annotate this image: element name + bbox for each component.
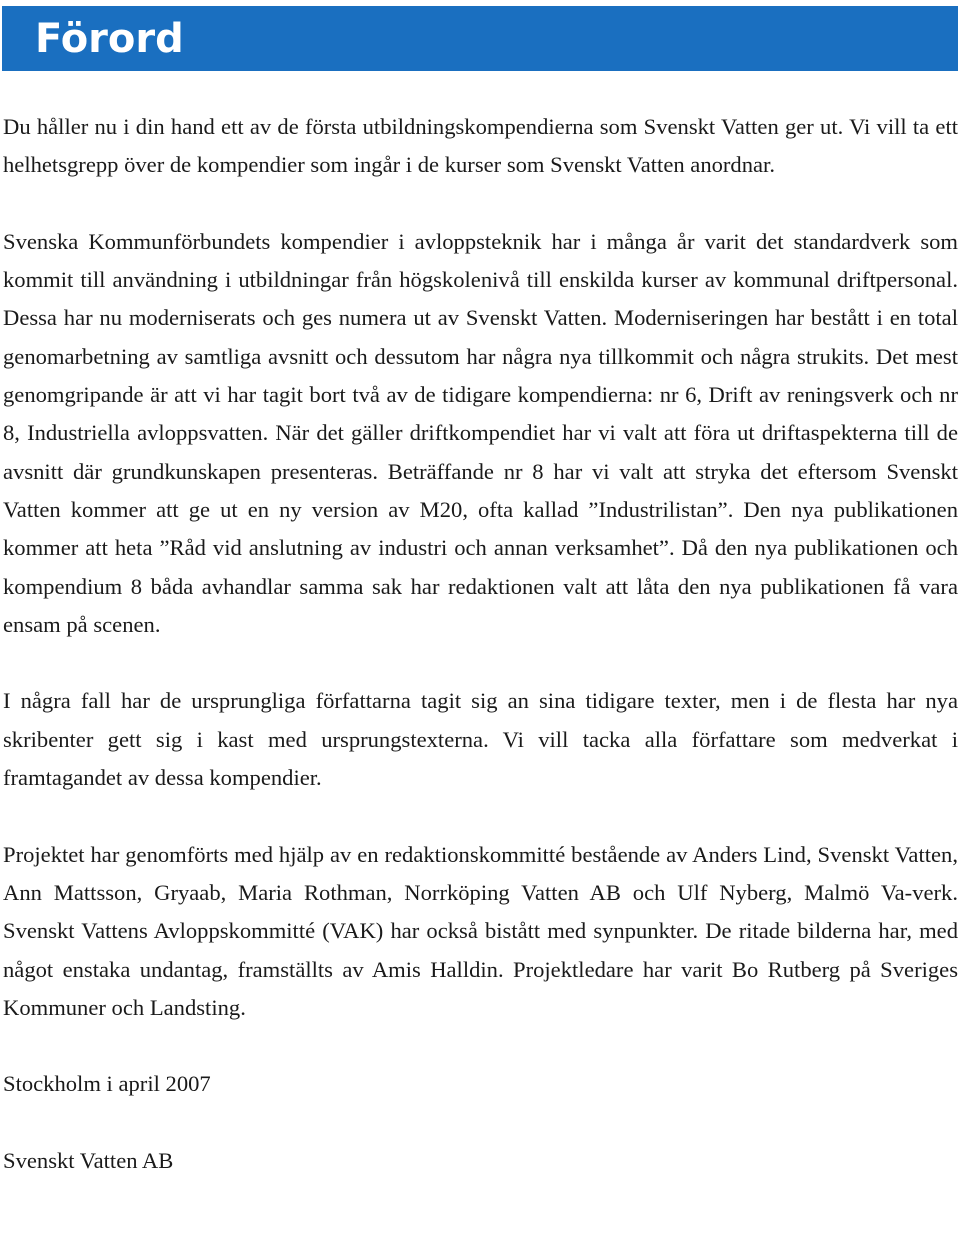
- page-title: Förord: [35, 16, 184, 62]
- place-date: Stockholm i april 2007: [3, 1071, 211, 1097]
- document-body: [3, 108, 958, 1180]
- paragraph-intro: Du håller nu i din hand ett av de första utbildningskompendierna som Svenskt Vatten ger ut. Vi vill ta ett helhetsgrepp över de kompendier som ingår i de kurser som Svenskt Vatten anordnar.: [3, 114, 958, 178]
- title-bar: [2, 6, 958, 71]
- paragraph-project: Projektet har genomförts med hjälp av en redaktionskommitté bestående av Anders Lind, Svenskt Vatten, Ann Mattsson, Gryaab, Maria Rothman, Norrköping Vatten AB och Ulf Nyberg, Malmö Va-verk. Svenskt Vattens Avloppskommitté (VAK) har också bistått med synpunkter. De ritade bilderna har, med något enstaka undantag, framställts av Amis Halldin. Projektledare har varit Bo Rutberg på Sveriges Kommuner och Landsting.: [3, 841, 958, 1020]
- paragraph-authors: I några fall har de ursprungliga författarna tagit sig an sina tidigare texter, men i de flesta har nya skribenter gett sig i kast med ursprungstexterna. Vi vill tacka alla författare som medverkat i framtagandet av dessa kompendier.: [3, 688, 958, 791]
- paragraph-history: Svenska Kommunförbundets kompendier i avloppsteknik har i många år varit det standardverk som kommit till användning i utbildningar från högskolenivå till enskilda kurser av kommunal driftpersonal. Dessa har nu moderniserats och ges numera ut av Svenskt Vatten. Moderniseringen har bestått i en total genomarbetning av samtliga avsnitt och dessutom har några nya tillkommit och några strukits. Det mest genomgripande är att vi har tagit bort två av de tidigare kompendierna: nr 6, Drift av reningsverk och nr 8, Industriella avloppsvatten. När det gäller driftkompendiet har vi valt att föra ut driftaspekterna till de avsnitt där grundkunskapen presenteras. Beträffande nr 8 har vi valt att stryka det eftersom Svenskt Vatten kommer att ge ut en ny version av M20, ofta kallad ”Industrilistan”. Den nya publikationen kommer att heta ”Råd vid anslutning av industri och annan verksamhet”. Då den nya publikationen och kompendium 8 båda avhandlar samma sak har redaktionen valt att låta den nya publikationen få vara ensam på scenen.: [3, 228, 958, 637]
- signature: Svenskt Vatten AB: [3, 1148, 174, 1174]
